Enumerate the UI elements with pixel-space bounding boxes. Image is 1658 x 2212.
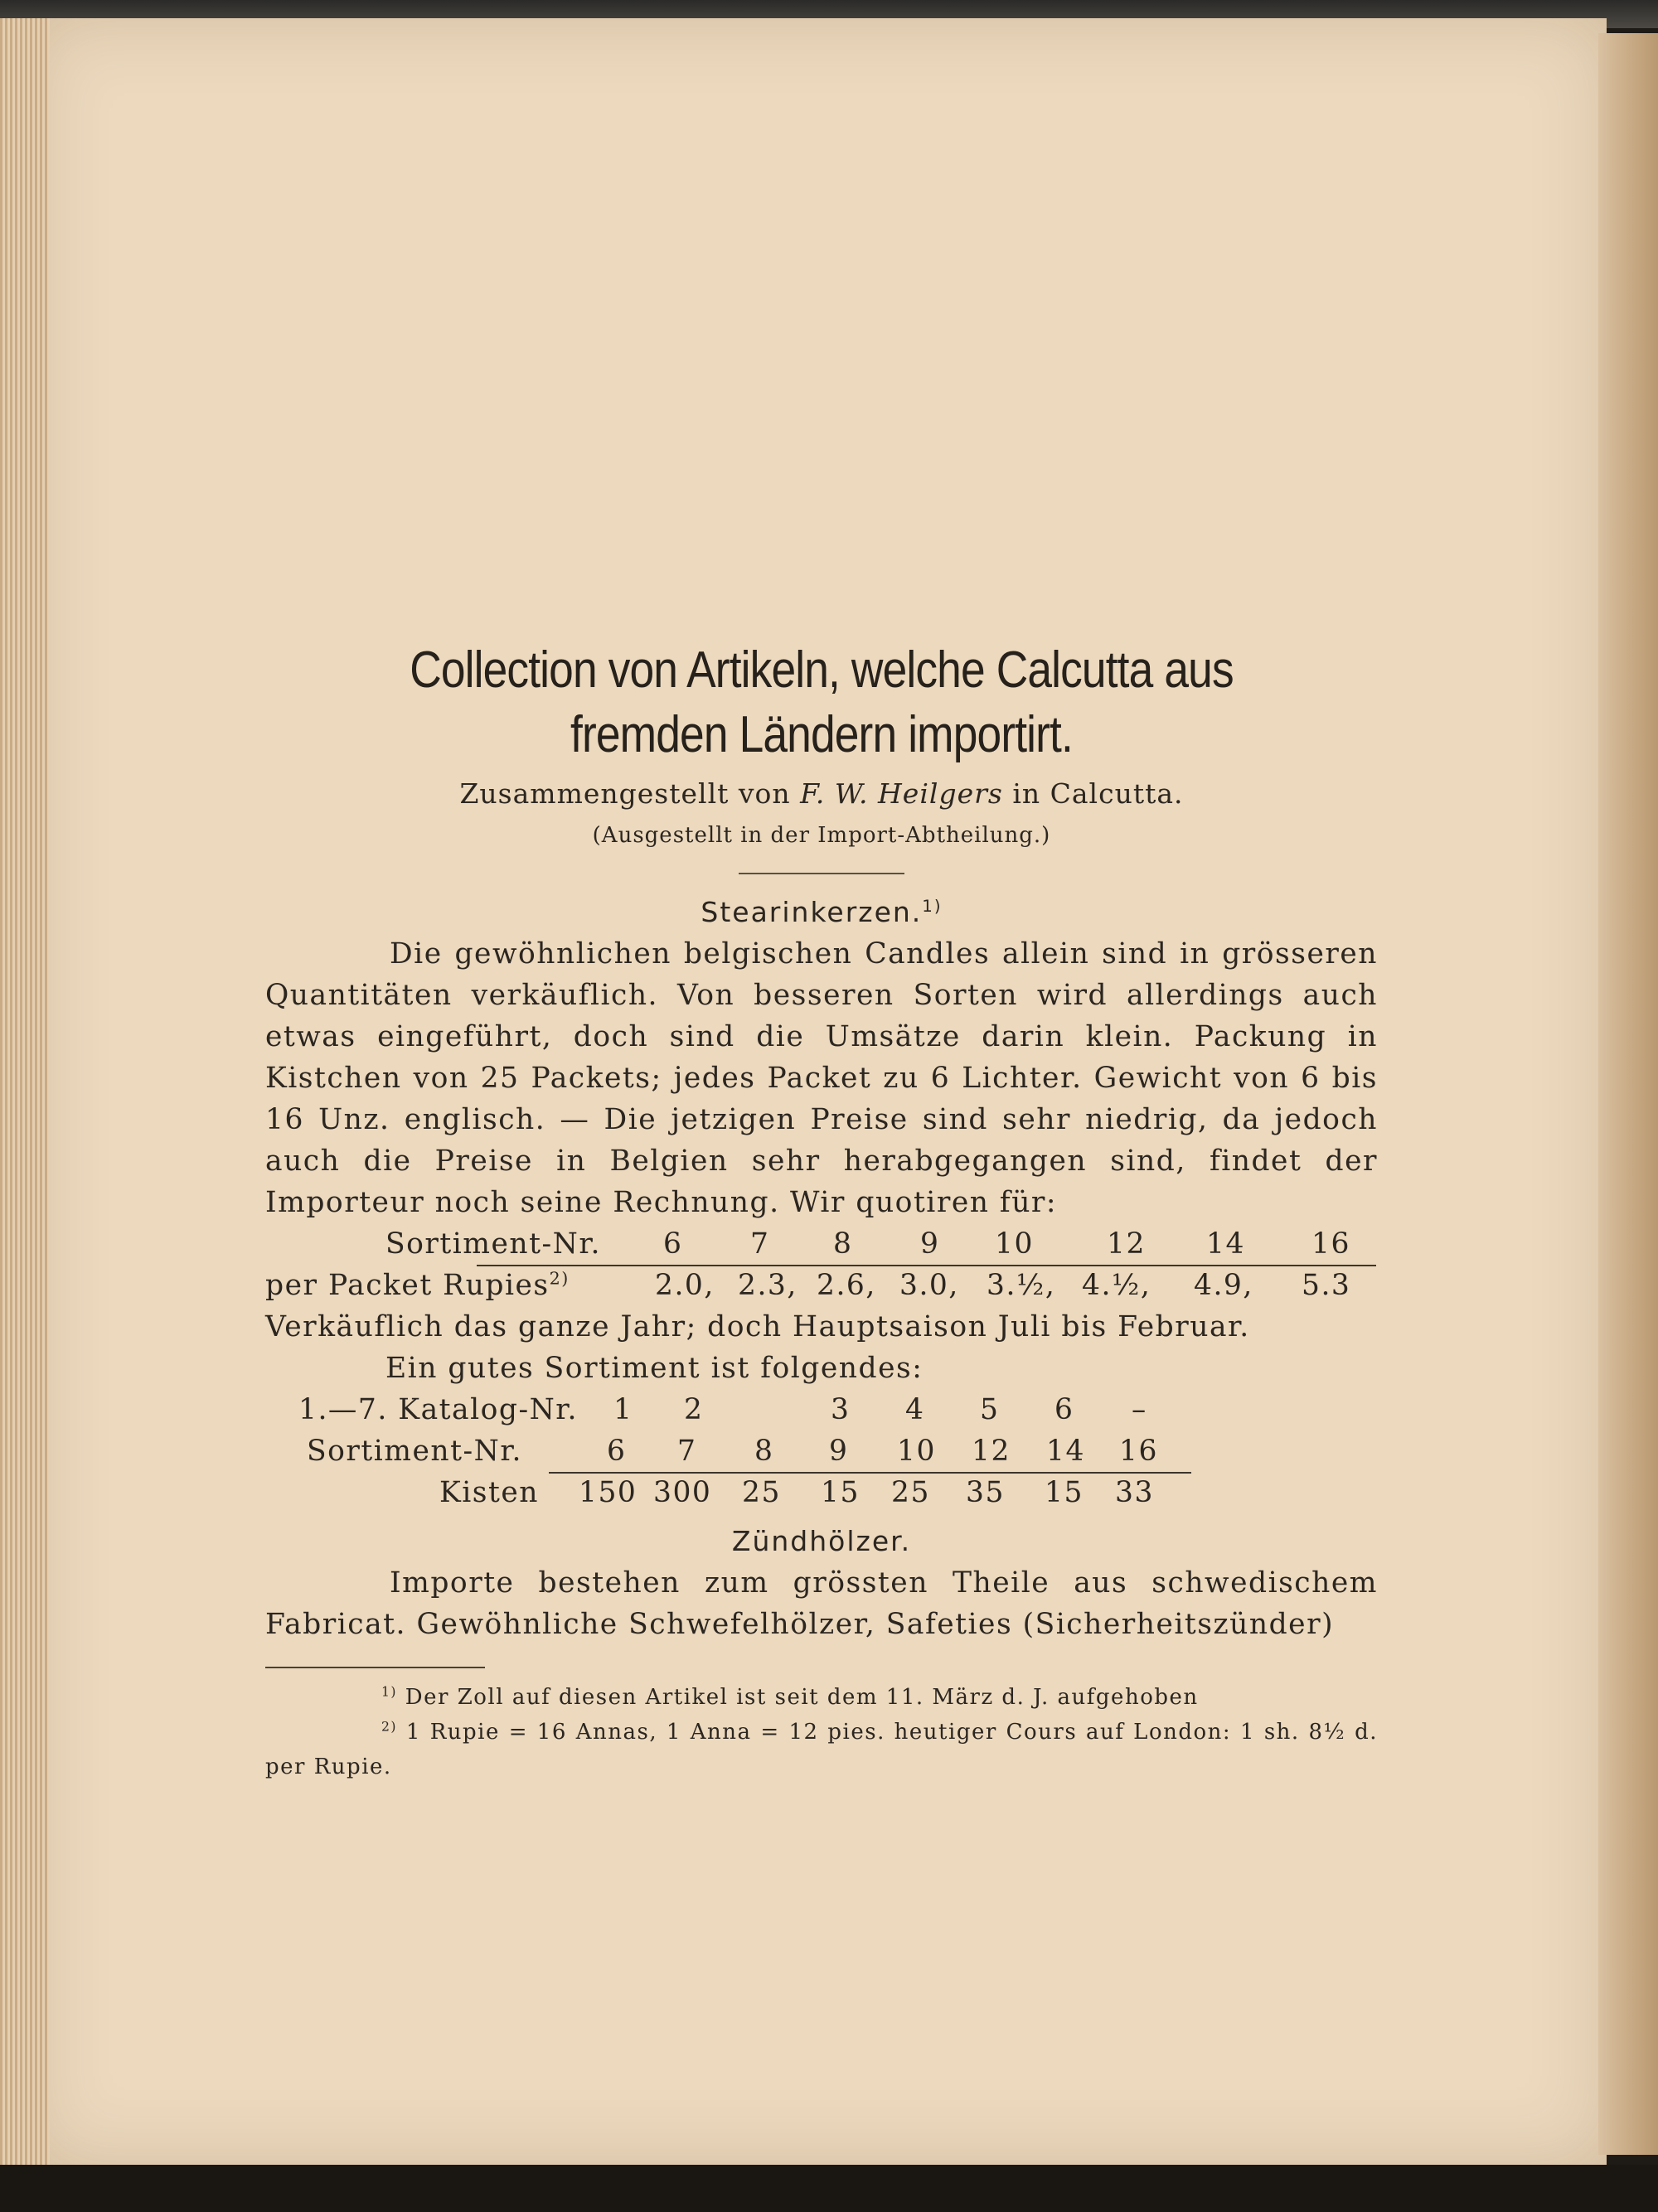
compiler-line <box>265 777 1378 810</box>
assortment-label-katalog: 1.—7. Katalog-Nr. <box>298 1393 578 1426</box>
stearin-heading <box>265 896 1378 928</box>
title-line-1: Collection von Artikeln, welche Calcutta aus <box>410 641 1234 699</box>
matches-paragraph <box>265 1562 1378 1645</box>
price-table-cell: 4.½, <box>1082 1269 1151 1302</box>
price-table-cell: 3.0, <box>899 1269 959 1302</box>
season-line: Verkäuflich das ganze Jahr; doch Hauptsaison Juli bis Februar. <box>265 1310 1250 1343</box>
compiler-suffix: in Calcutta. <box>1012 777 1184 810</box>
price-table-cell: 2.0, <box>655 1269 715 1302</box>
assortment-cell: 9 <box>829 1435 849 1468</box>
rupie-footnote-ref: 2) <box>549 1268 570 1289</box>
assortment-cell: 6 <box>1054 1393 1074 1426</box>
exhibition-note: (Ausgestellt in der Import-Abtheilung.) <box>592 823 1051 848</box>
assortment-intro: Ein gutes Sortiment ist folgendes: <box>385 1352 924 1385</box>
assortment-cell: 12 <box>972 1435 1011 1468</box>
assortment-cell: 14 <box>1046 1435 1085 1468</box>
assortment-label-sortiment: Sortiment-Nr. <box>307 1435 523 1468</box>
matches-heading: Zündhölzer. <box>731 1525 912 1557</box>
footnote-1-text: Der Zoll auf diesen Artikel ist seit dem 11. März d. J. aufgehoben <box>405 1685 1199 1710</box>
footnote-1-mark: 1) <box>381 1684 398 1700</box>
assortment-cell: 300 <box>653 1476 712 1509</box>
price-table-cell: 16 <box>1311 1227 1350 1261</box>
footnote-2 <box>265 1715 1378 1784</box>
assortment-cell: 8 <box>754 1435 774 1468</box>
compiler-author: F. W. Heilgers <box>800 777 1003 810</box>
assortment-cell: 10 <box>897 1435 936 1468</box>
price-table-cell: 5.3 <box>1302 1269 1351 1302</box>
price-table-cell: 7 <box>750 1227 770 1261</box>
assortment-cell: 33 <box>1115 1476 1154 1509</box>
page-stack-edge <box>0 18 50 2165</box>
price-table-cell: 2.6, <box>817 1269 876 1302</box>
assortment-cell: 35 <box>966 1476 1005 1509</box>
compiler-prefix: Zusammengestellt von <box>459 777 791 810</box>
price-table-label-rupies <box>265 1265 570 1306</box>
assortment-cell: 1 <box>613 1393 633 1426</box>
price-table-cell: 14 <box>1206 1227 1245 1261</box>
price-table-header-row <box>265 1223 1378 1265</box>
price-table-cell: 4.9, <box>1194 1269 1253 1302</box>
footnote-divider <box>265 1667 485 1668</box>
assortment-cell: 15 <box>1045 1476 1084 1509</box>
assortment-cell: 25 <box>742 1476 781 1509</box>
price-table-label-rupies-text: per Packet Rupies <box>265 1269 550 1302</box>
footnote-2-mark: 2) <box>381 1719 398 1735</box>
assortment-cell: 16 <box>1119 1435 1158 1468</box>
price-table-cell: 12 <box>1107 1227 1146 1261</box>
footnotes <box>265 1680 1378 1784</box>
assortment-cell: 4 <box>905 1393 925 1426</box>
assortment-cell: 5 <box>980 1393 1000 1426</box>
section-divider <box>739 873 904 874</box>
price-table-cell: 9 <box>920 1227 940 1261</box>
stearin-heading-text: Stearinkerzen. <box>701 896 923 928</box>
assortment-kisten-row <box>265 1472 1378 1513</box>
assortment-cell: – <box>1132 1393 1147 1426</box>
price-table-label-sortiment: Sortiment-Nr. <box>385 1227 602 1261</box>
matches-paragraph-text: Importe bestehen zum grössten Theile aus schwedischem Fabricat. Gewöhnliche Schwefelhölzer, Safeties (Sicherheitszünder) <box>265 1566 1378 1641</box>
assortment-cell: 25 <box>891 1476 930 1509</box>
footnote-1 <box>265 1680 1378 1715</box>
assortment-cell: 15 <box>821 1476 860 1509</box>
assortment-cell: 2 <box>684 1393 704 1426</box>
footnote-2-text: 1 Rupie = 16 Annas, 1 Anna = 12 pies. heutiger Cours auf London: 1 sh. 8½ d. per Rupie. <box>265 1720 1378 1779</box>
assortment-label-kisten: Kisten <box>439 1476 540 1509</box>
price-table-cell: 2.3, <box>738 1269 797 1302</box>
price-table-cell: 10 <box>995 1227 1034 1261</box>
stearin-paragraph-text: Die gewöhnlichen belgischen Candles allein sind in grösseren Quantitäten verkäuflich. Von besseren Sorten wird allerdings auch etwas eingeführt, doch sind die Umsätze darin klein. Packung in Kistchen von 25 Packets; jedes Packet zu 6 Lichter. Gewicht von 6 bis 16 Unz. englisch. — Die jetzigen Preise sind sehr niedrig, da jedoch auch die Preise in Belgien sehr herabgegangen sind, findet der Importeur noch seine Rechnung. Wir quotiren für: <box>265 937 1378 1219</box>
assortment-cell: 3 <box>831 1393 851 1426</box>
price-table-price-row <box>265 1265 1378 1306</box>
price-table-cell: 6 <box>663 1227 683 1261</box>
assortment-cell: 150 <box>579 1476 638 1509</box>
book-bottom-edge <box>0 2165 1658 2212</box>
stearin-paragraph <box>265 933 1378 1223</box>
title-line-2: fremden Ländern importirt. <box>570 706 1073 763</box>
assortment-sortiment-row <box>265 1430 1378 1472</box>
page-content <box>265 638 1378 1784</box>
binding-edge <box>1598 33 1658 2155</box>
price-table-cell: 3.½, <box>987 1269 1056 1302</box>
document-title <box>272 638 1371 767</box>
price-table-cell: 8 <box>833 1227 853 1261</box>
assortment-catalog-row <box>265 1389 1378 1430</box>
stearin-footnote-ref: 1) <box>922 897 943 916</box>
assortment-cell: 6 <box>607 1435 627 1468</box>
assortment-cell: 7 <box>677 1435 697 1468</box>
